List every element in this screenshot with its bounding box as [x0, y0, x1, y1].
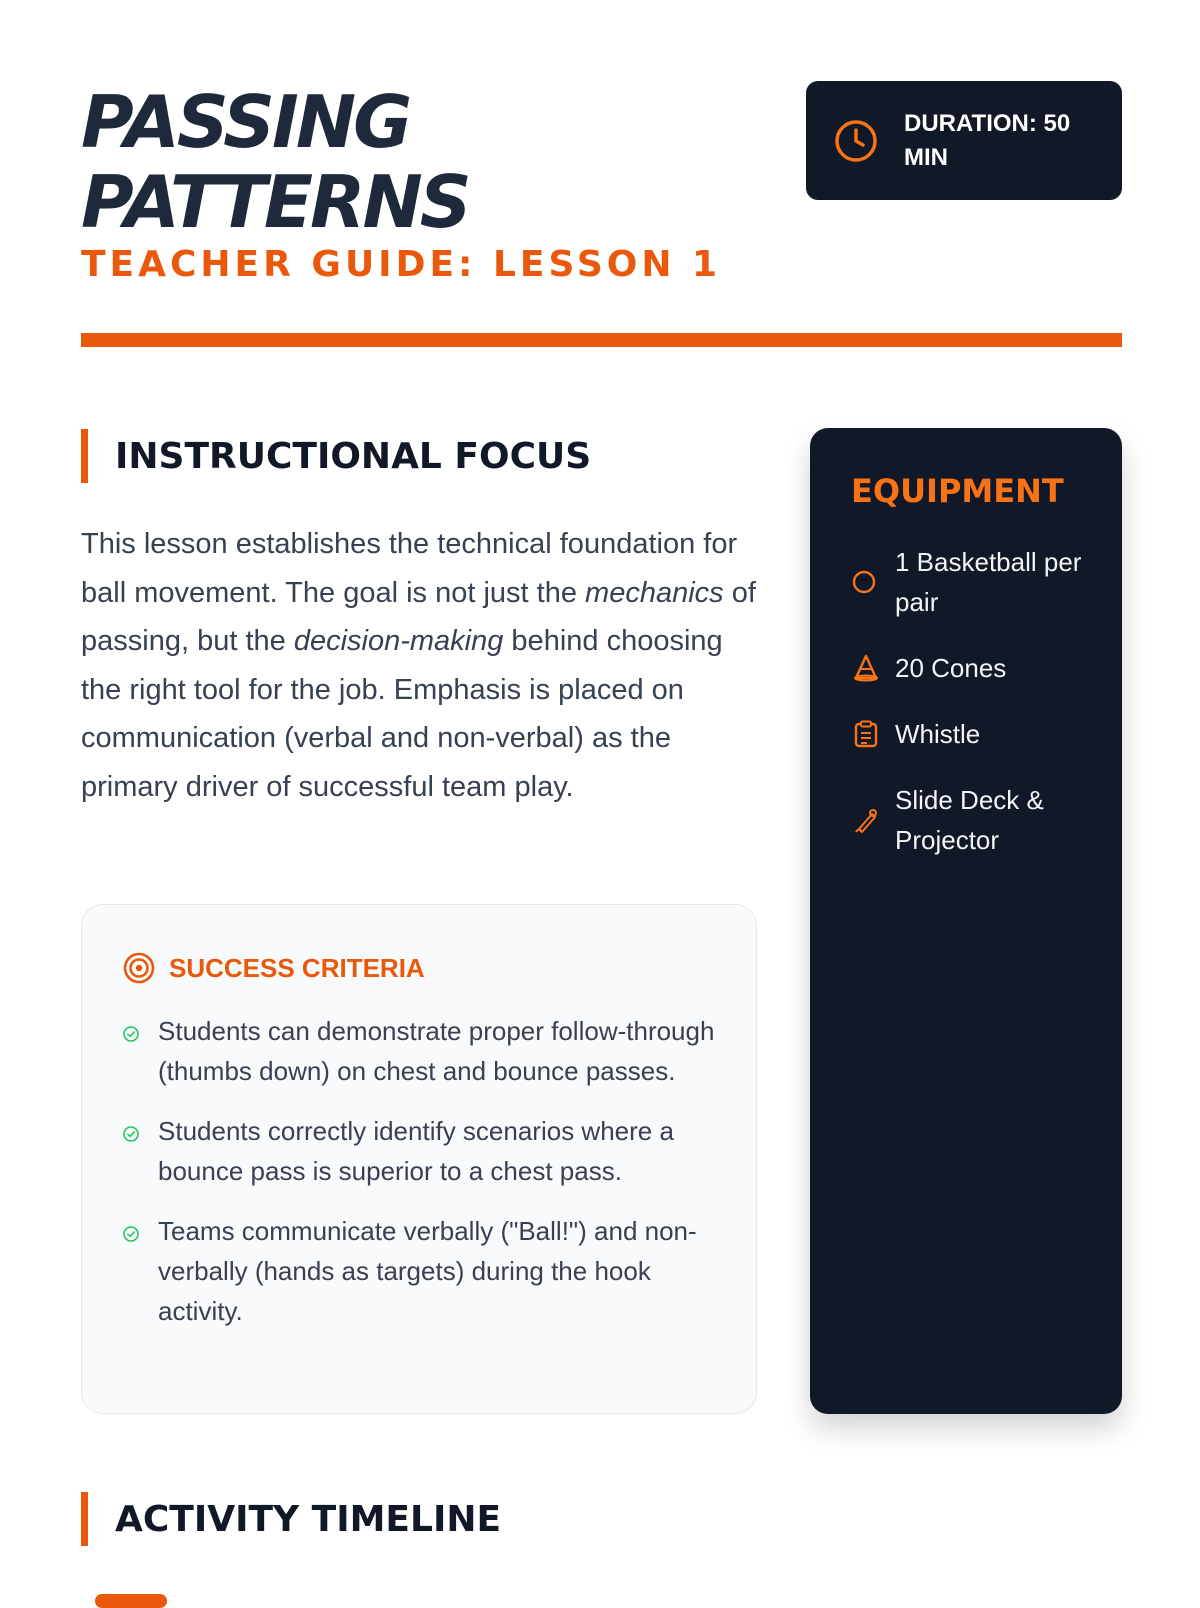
criteria-item-text: Students can demonstrate proper follow-through (thumbs down) on chest and bounce passes. [158, 1016, 715, 1086]
instructional-focus-text [81, 520, 761, 811]
instructional-focus-heading: INSTRUCTIONAL FOCUS [81, 429, 591, 483]
page-subtitle: TEACHER GUIDE: LESSON 1 [81, 244, 722, 285]
equipment-title: EQUIPMENT [851, 472, 1064, 510]
list-item [122, 1211, 716, 1331]
equipment-item-label: Slide Deck & Projector [895, 785, 1044, 855]
title-line-1: PASSING [81, 80, 410, 164]
focus-emphasis-decision-making: decision-making [293, 625, 504, 657]
equipment-item-slide-deck [851, 780, 1082, 860]
check-circle-icon [122, 1225, 140, 1243]
page-title [81, 82, 781, 242]
list-item [122, 1011, 716, 1091]
duration-text: DURATION: 50 MIN [904, 109, 1071, 171]
clipboard-icon [851, 719, 881, 749]
check-circle-icon [122, 1025, 140, 1043]
activity-timeline-heading: ACTIVITY TIMELINE [81, 1492, 501, 1546]
success-criteria-header [122, 951, 716, 985]
lesson-page [81, 0, 1122, 1600]
equipment-item-basketball [851, 542, 1082, 622]
timeline-marker [95, 1594, 167, 1608]
list-item [122, 1111, 716, 1191]
focus-emphasis-mechanics: mechanics [585, 576, 724, 609]
criteria-item-text: Students correctly identify scenarios where a bounce pass is superior to a chest pass. [158, 1116, 674, 1186]
cone-icon [851, 653, 881, 683]
duration-badge [806, 81, 1122, 200]
criteria-item-text: Teams communicate verbally ("Ball!") and non-verbally (hands as targets) during the hook activity. [158, 1216, 697, 1326]
success-criteria-card [81, 904, 757, 1414]
equipment-item-whistle [851, 714, 1082, 754]
circle-icon [851, 567, 881, 597]
equipment-item-label: 1 Basketball per pair [895, 547, 1082, 617]
success-criteria-list [122, 1011, 716, 1331]
equipment-item-label: Whistle [895, 719, 981, 749]
equipment-item-cones [851, 648, 1082, 688]
equipment-panel [810, 428, 1122, 1414]
header-divider [81, 333, 1122, 347]
equipment-list [851, 542, 1082, 860]
target-icon [122, 951, 156, 985]
focus-text-1: This lesson establishes the technical foundation for ball movement. The goal is not just the [81, 528, 738, 609]
focus-text-2: of passing, but the [81, 576, 756, 657]
equipment-item-label: 20 Cones [895, 653, 1007, 683]
clock-icon [832, 117, 880, 165]
pen-icon [851, 805, 881, 835]
success-criteria-title: SUCCESS CRITERIA [169, 952, 425, 983]
title-line-2: PATTERNS [81, 160, 469, 244]
focus-text-3: behind choosing the right tool for the job. Emphasis is placed on communication (verbal and non-verbal) as the primary driver of successful team play. [81, 625, 723, 803]
check-circle-icon [122, 1125, 140, 1143]
